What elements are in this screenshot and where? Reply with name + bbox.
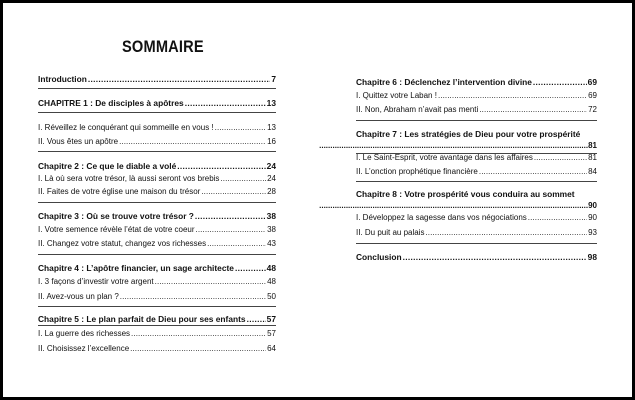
toc-entry-label: Chapitre 6 : Déclenchez l’intervention divine — [356, 77, 532, 87]
toc-entry-label: Chapitre 5 : Le plan parfait de Dieu pour ses enfants — [38, 314, 246, 324]
toc-entry-chapter-4[interactable] — [38, 262, 276, 274]
toc-subentry[interactable] — [38, 276, 276, 288]
toc-subentry[interactable] — [38, 122, 276, 134]
toc-entry-page: 84 — [588, 167, 597, 176]
toc-entry-label: II. L’onction prophétique financière — [356, 167, 478, 176]
toc-entry-page: 93 — [588, 228, 597, 237]
dot-leader — [201, 186, 266, 198]
toc-entry-chapter-5[interactable] — [38, 313, 276, 325]
toc-entry-page: 57 — [267, 329, 276, 338]
toc-entry-page: 38 — [267, 225, 276, 234]
dot-leader — [247, 313, 266, 325]
toc-subentry[interactable] — [38, 328, 276, 340]
toc-subentry[interactable] — [38, 136, 276, 148]
dot-leader — [196, 224, 267, 236]
toc-entry-page: 24 — [267, 174, 276, 183]
toc-entry-label: Introduction — [38, 74, 87, 84]
toc-entry-page: 90 — [588, 213, 597, 222]
dot-leader — [533, 76, 587, 88]
toc-entry-page: 48 — [266, 263, 276, 273]
toc-subentry[interactable] — [38, 343, 276, 355]
toc-subentry[interactable] — [356, 227, 597, 239]
page-title: SOMMAIRE — [122, 37, 204, 56]
dot-leader — [120, 291, 266, 303]
dot-leader — [425, 227, 587, 239]
toc-subentry[interactable] — [38, 238, 276, 250]
toc-entry-label: II. Faites de votre église une maison du trésor — [38, 187, 201, 196]
toc-entry-page: 57 — [266, 314, 276, 324]
divider — [38, 325, 276, 326]
divider — [356, 243, 597, 244]
toc-entry-label: I. La guerre des richesses — [38, 329, 131, 338]
toc-entry-label: I. 3 façons d’investir votre argent — [38, 277, 154, 286]
dot-leader — [235, 262, 266, 274]
toc-entry-label: II. Non, Abraham n’avait pas menti — [356, 105, 479, 114]
toc-entry-label: II. Avez-vous un plan ? — [38, 292, 119, 301]
toc-entry-label: II. Choisissez l’excellence — [38, 344, 130, 353]
toc-entry-label: I. Développez la sagesse dans vos négociations — [356, 213, 527, 222]
toc-entry-label: II. Du puit au palais — [356, 228, 425, 237]
divider — [356, 181, 597, 182]
toc-entry-label: Chapitre 8 : Votre prospérité vous conduira au sommet — [356, 189, 575, 199]
toc-entry-label: Conclusion — [356, 252, 402, 262]
dot-leader — [185, 97, 266, 109]
toc-entry-label: I. Le Saint-Esprit, votre avantage dans les affaires — [356, 153, 533, 162]
toc-entry-page: 81 — [588, 153, 597, 162]
toc-entry-page: 64 — [267, 344, 276, 353]
toc-entry-label: Chapitre 2 : Ce que le diable a volé — [38, 161, 177, 171]
divider — [38, 306, 276, 307]
toc-entry-label: Chapitre 3 : Où se trouve votre trésor ? — [38, 211, 194, 221]
toc-entry-label: CHAPITRE 1 : De disciples à apôtres — [38, 98, 184, 108]
toc-entry-page: 24 — [266, 161, 276, 171]
divider — [38, 202, 276, 203]
toc-subentry[interactable] — [356, 166, 597, 178]
dot-leader — [131, 328, 266, 340]
dot-leader: ......................................................................................................................... — [319, 141, 589, 150]
dot-leader — [528, 212, 587, 224]
toc-entry-page: 13 — [266, 98, 276, 108]
dot-leader — [438, 90, 587, 102]
toc-entry-introduction[interactable] — [38, 73, 276, 85]
toc-entry-chapter-7-page-line — [319, 140, 597, 152]
toc-subentry[interactable] — [356, 90, 597, 102]
toc-entry-page: 69 — [587, 77, 597, 87]
toc-entry-label: I. Réveillez le conquérant qui sommeille en vous ! — [38, 123, 214, 132]
toc-entry-chapter-3[interactable] — [38, 210, 276, 222]
dot-leader — [177, 160, 265, 172]
toc-entry-conclusion[interactable] — [356, 251, 597, 263]
divider — [38, 151, 276, 152]
divider — [356, 120, 597, 121]
toc-entry-page: 90 — [588, 201, 597, 210]
toc-entry-label: I. Quittez votre Laban ! — [356, 91, 437, 100]
toc-entry-chapter-1[interactable] — [38, 97, 276, 109]
toc-entry-page: 38 — [266, 211, 276, 221]
toc-entry-page: 69 — [588, 91, 597, 100]
toc-subentry[interactable] — [356, 152, 597, 164]
divider — [38, 88, 276, 89]
toc-subentry[interactable] — [38, 224, 276, 236]
dot-leader — [130, 343, 266, 355]
toc-entry-page: 13 — [267, 123, 276, 132]
toc-entry-page: 7 — [271, 74, 276, 84]
dot-leader — [155, 276, 266, 288]
toc-subentry[interactable] — [38, 186, 276, 198]
toc-subentry[interactable] — [356, 212, 597, 224]
toc-entry-page: 28 — [267, 187, 276, 196]
toc-entry-label: II. Changez votre statut, changez vos richesses — [38, 239, 207, 248]
toc-subentry[interactable] — [38, 291, 276, 303]
toc-entry-page: 81 — [588, 141, 597, 150]
toc-entry-page: 48 — [267, 277, 276, 286]
toc-entry-label: I. Là où sera votre trésor, là aussi seront vos brebis — [38, 174, 220, 183]
toc-subentry[interactable] — [38, 173, 276, 185]
toc-entry-page: 98 — [587, 252, 597, 262]
dot-leader — [403, 251, 587, 263]
divider — [38, 112, 276, 113]
toc-entry-label: I. Votre semence révèle l’état de votre coeur — [38, 225, 195, 234]
dot-leader — [215, 122, 266, 134]
divider — [38, 254, 276, 255]
toc-entry-page: 43 — [267, 239, 276, 248]
dot-leader — [195, 210, 266, 222]
dot-leader — [534, 152, 587, 164]
toc-entry-page: 72 — [588, 105, 597, 114]
toc-entry-page: 50 — [267, 292, 276, 301]
toc-entry-chapter-7[interactable] — [356, 128, 597, 140]
toc-entry-page: 16 — [267, 137, 276, 146]
dot-leader — [119, 136, 266, 148]
toc-entry-chapter-2[interactable] — [38, 160, 276, 172]
toc-entry-chapter-6[interactable] — [356, 76, 597, 88]
dot-leader — [479, 104, 587, 116]
toc-entry-chapter-8-page-line — [319, 200, 597, 212]
dot-leader: ......................................................................................................................... — [319, 201, 589, 210]
toc-subentry[interactable] — [356, 104, 597, 116]
toc-entry-label: Chapitre 4 : L’apôtre financier, un sage architecte — [38, 263, 234, 273]
toc-entry-chapter-8[interactable] — [356, 188, 597, 200]
dot-leader — [220, 173, 266, 185]
dot-leader — [479, 166, 587, 178]
dot-leader — [207, 238, 266, 250]
toc-entry-label: Chapitre 7 : Les stratégies de Dieu pour votre prospérité — [356, 129, 581, 139]
toc-entry-label: II. Vous êtes un apôtre — [38, 137, 119, 146]
dot-leader — [88, 73, 270, 85]
